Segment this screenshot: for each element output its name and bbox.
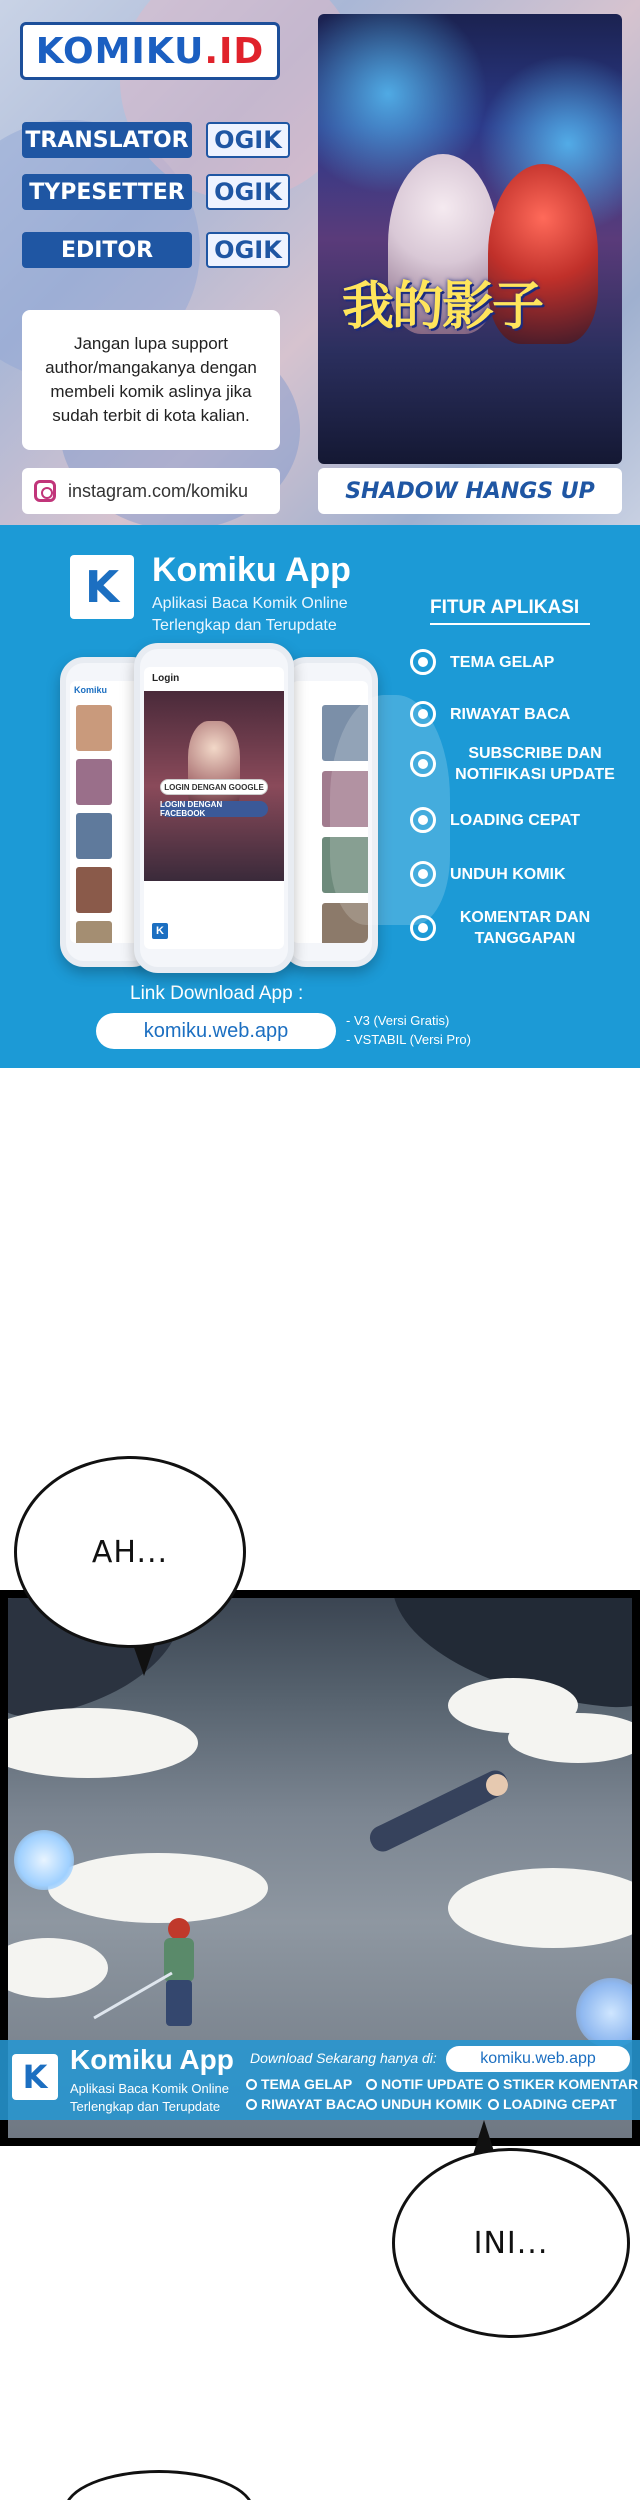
comic-thumbnail	[76, 759, 112, 805]
banner-k-logo	[12, 2054, 58, 2100]
instagram-icon	[34, 480, 56, 502]
version-pro: - VSTABIL (Versi Pro)	[346, 1032, 471, 1047]
series-title: SHADOW HANGS UP	[345, 478, 595, 504]
banner-feature	[488, 2096, 617, 2112]
banner-feature	[488, 2076, 638, 2092]
support-message: Jangan lupa support author/mangakanya dengan membeli komik aslinya jika sudah terbit di kota kalian.	[45, 334, 257, 425]
smoke-cloud	[48, 1853, 268, 1923]
feature-bullet-icon	[410, 701, 436, 727]
credit-role-name: OGIK	[206, 232, 290, 268]
credit-row-translator	[22, 122, 290, 158]
red-hair-character-head	[168, 1918, 190, 1940]
feature-bullet-icon	[410, 861, 436, 887]
banner-k-letter: K	[22, 2058, 48, 2096]
smoke-cloud	[508, 1713, 632, 1763]
speech-bubble-ini	[392, 2148, 630, 2338]
logo-main-text: KOMIKU	[35, 30, 205, 72]
speech-bubble-ah	[14, 1456, 246, 1648]
comic-thumbnail	[76, 867, 112, 913]
banner-bullet-icon	[366, 2099, 377, 2110]
feature-item	[410, 907, 630, 949]
cover-title-chinese: 我的影子	[342, 277, 543, 337]
login-google-label: LOGIN DENGAN GOOGLE	[164, 782, 264, 792]
version-notes	[346, 1011, 471, 1049]
banner-feature-label: LOADING CEPAT	[503, 2096, 617, 2112]
phone-k-logo	[152, 923, 168, 939]
support-message-box	[22, 310, 280, 450]
smoke-cloud	[448, 1868, 632, 1948]
credit-role-label: EDITOR	[22, 232, 192, 268]
instagram-link[interactable]	[22, 468, 280, 514]
credit-row-editor	[22, 232, 290, 268]
phone-app-name: Komiku	[74, 685, 108, 695]
feature-label: RIWAYAT BACA	[450, 705, 571, 723]
feature-bullet-icon	[410, 915, 436, 941]
feature-item	[410, 743, 630, 785]
komiku-ad-banner[interactable]	[0, 2040, 640, 2120]
feature-bullet-icon	[410, 649, 436, 675]
download-label: Link Download App :	[130, 983, 304, 1004]
feature-bullet-icon	[410, 751, 436, 777]
speech-bubble-partial	[64, 2470, 254, 2500]
banner-feature-label: RIWAYAT BACA	[261, 2096, 367, 2112]
credit-role-name: OGIK	[206, 174, 290, 210]
credit-row-typesetter	[22, 174, 290, 210]
series-title-box	[318, 468, 622, 514]
login-facebook-label: LOGIN DENGAN FACEBOOK	[160, 800, 223, 818]
red-hair-character-legs	[166, 1980, 192, 2026]
banner-feature	[246, 2096, 366, 2112]
comic-thumbnail	[76, 705, 112, 751]
artwork-character	[188, 721, 240, 811]
banner-download-text: Download Sekarang hanya di:	[250, 2050, 437, 2066]
instagram-handle: instagram.com/komiku	[68, 480, 249, 501]
app-title: Komiku App	[152, 551, 351, 589]
credits-header	[0, 0, 640, 525]
speech-text: INI...	[473, 2225, 549, 2261]
phone-mockup-center	[134, 643, 294, 973]
komiku-app-logo	[70, 555, 134, 619]
login-google-button[interactable]	[160, 779, 268, 795]
feature-label: KOMENTAR DAN TANGGAPAN	[459, 909, 591, 947]
feature-label: UNDUH KOMIK	[450, 865, 566, 883]
download-url: komiku.web.app	[143, 1019, 289, 1042]
credit-role-label: TRANSLATOR	[22, 122, 192, 158]
feature-label: TEMA GELAP	[450, 653, 555, 671]
credit-role-label: TYPESETTER	[22, 174, 192, 210]
comic-thumbnail	[76, 813, 112, 859]
feature-label: SUBSCRIBE DAN NOTIFIKASI UPDATE	[455, 745, 615, 783]
fallen-character-head	[486, 1774, 508, 1796]
banner-feature-label: STIKER KOMENTAR	[503, 2076, 639, 2092]
logo-suffix-text: .ID	[204, 30, 265, 72]
banner-url: komiku.web.app	[480, 2050, 596, 2067]
app-promo-section	[0, 525, 640, 1068]
glowing-orb	[14, 1830, 74, 1890]
banner-download-link[interactable]	[446, 2046, 630, 2072]
feature-label: LOADING CEPAT	[450, 811, 581, 829]
comic-panel	[0, 1590, 640, 2146]
sword	[93, 1972, 172, 2020]
komiku-logo[interactable]	[20, 22, 280, 80]
banner-bullet-icon	[366, 2079, 377, 2090]
banner-tagline: Aplikasi Baca Komik Online Terlengkap dan Terupdate	[70, 2081, 229, 2114]
phone-screen	[144, 667, 284, 949]
banner-feature	[246, 2076, 352, 2092]
banner-app-name: Komiku App	[70, 2044, 234, 2075]
features-divider	[430, 623, 590, 625]
banner-bullet-icon	[246, 2079, 257, 2090]
banner-feature-label: NOTIF UPDATE	[381, 2076, 484, 2092]
feature-bullet-icon	[410, 807, 436, 833]
features-title: FITUR APLIKASI	[430, 597, 580, 618]
login-screen-title: Login	[152, 673, 180, 684]
feature-item	[410, 649, 630, 675]
smoke-cloud	[8, 1708, 198, 1778]
credit-role-name: OGIK	[206, 122, 290, 158]
feature-item	[410, 701, 630, 727]
banner-feature	[366, 2076, 483, 2092]
login-facebook-button[interactable]	[160, 801, 268, 817]
banner-feature	[366, 2096, 482, 2112]
feature-item	[410, 861, 630, 887]
banner-bullet-icon	[488, 2079, 499, 2090]
banner-feature-label: UNDUH KOMIK	[381, 2096, 483, 2112]
phone-k-letter: K	[156, 925, 164, 937]
series-cover-art	[318, 14, 622, 464]
banner-bullet-icon	[246, 2099, 257, 2110]
k-logo-letter: K	[84, 561, 120, 613]
banner-bullet-icon	[488, 2099, 499, 2110]
version-free: - V3 (Versi Gratis)	[346, 1013, 450, 1028]
download-link[interactable]	[96, 1013, 336, 1049]
banner-feature-label: TEMA GELAP	[261, 2076, 353, 2092]
glowing-orb	[576, 1978, 632, 2048]
speech-text: AH...	[91, 1534, 169, 1570]
app-tagline: Aplikasi Baca Komik Online Terlengkap dan Terupdate	[152, 595, 348, 634]
feature-item	[410, 807, 630, 833]
comic-thumbnail	[76, 921, 112, 943]
smoke-cloud	[8, 1938, 108, 1998]
